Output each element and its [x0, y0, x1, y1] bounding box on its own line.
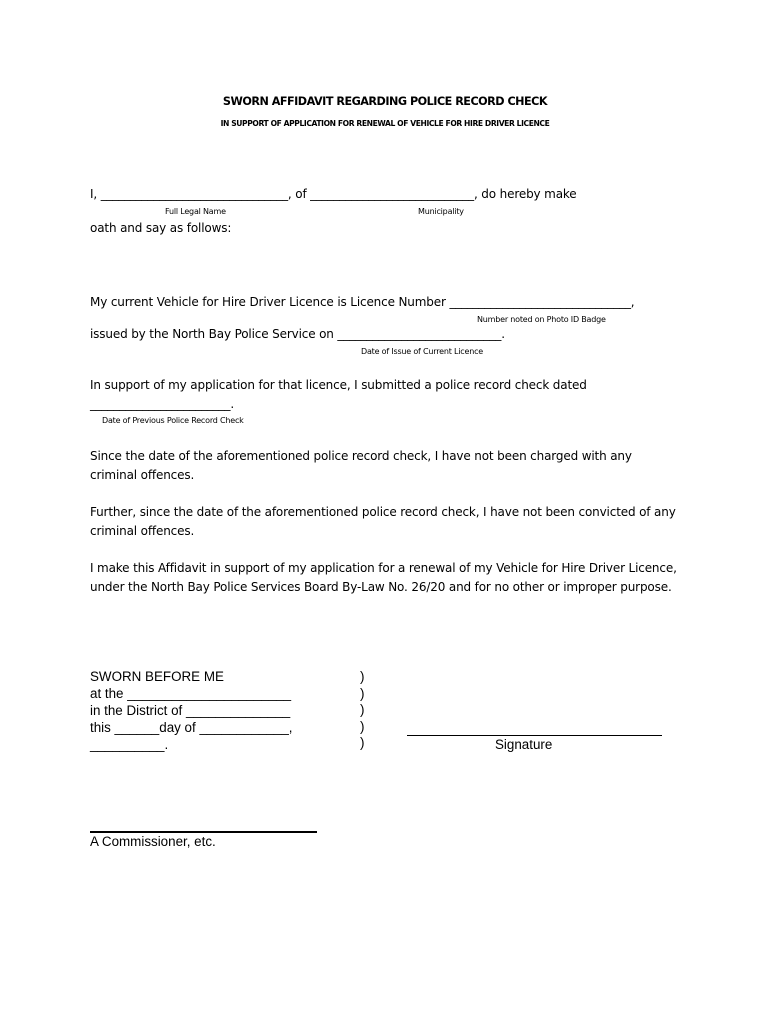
caption-licence-number: Number noted on Photo ID Badge — [477, 315, 606, 324]
licence-issue-line: issued by the North Bay Police Service on ____________________________. — [90, 327, 505, 341]
oath-continuation: oath and say as follows: — [90, 221, 232, 235]
jurat-paren: ) — [360, 685, 365, 701]
record-check-date-blank: ________________________. — [90, 397, 235, 411]
oath-line: I, ________________________________, of ____________________________, do hereby make — [90, 187, 577, 201]
caption-issue-date: Date of Issue of Current Licence — [361, 347, 483, 356]
jurat-day-of: this ______day of ____________, — [90, 720, 293, 735]
signature-label: Signature — [495, 737, 553, 752]
jurat-district: in the District of ______________ — [90, 703, 291, 718]
caption-municipality: Municipality — [418, 207, 464, 216]
paragraph-purpose: I make this Affidavit in support of my application for a renewal of my Vehicle for Hire Driver Licence, under the North Bay Police Services Board By-Law No. 26/20 and for no other or improper purpose. — [90, 561, 677, 594]
jurat-paren: ) — [360, 669, 365, 684]
paragraph-not-charged: Since the date of the aforementioned police record check, I have not been charged with any criminal offences. — [90, 449, 632, 482]
caption-full-legal-name: Full Legal Name — [165, 207, 226, 216]
jurat-sworn-before-me: SWORN BEFORE ME — [90, 669, 224, 684]
paragraph-not-convicted: Further, since the date of the aforementioned police record check, I have not been convicted of any criminal offences. — [90, 505, 676, 538]
document-title: SWORN AFFIDAVIT REGARDING POLICE RECORD CHECK — [222, 95, 548, 108]
document-subtitle: IN SUPPORT OF APPLICATION FOR RENEWAL OF VEHICLE FOR HIRE DRIVER LICENCE — [220, 119, 550, 128]
jurat-year: __________. — [90, 737, 169, 752]
licence-number-line: My current Vehicle for Hire Driver Licence is Licence Number _______________________________, — [90, 295, 635, 309]
jurat-paren: ) — [360, 702, 365, 718]
record-check-line: In support of my application for that licence, I submitted a police record check dated — [90, 378, 587, 392]
jurat-at-the: at the ______________________ — [90, 686, 292, 701]
signature-line — [407, 735, 662, 736]
jurat-paren: ) — [360, 718, 365, 734]
commissioner-signature-line — [90, 831, 317, 833]
jurat-paren: ) — [360, 735, 365, 751]
jurat-bracket — [360, 669, 364, 752]
commissioner-label: A Commissioner, etc. — [90, 834, 216, 849]
caption-record-check-date: Date of Previous Police Record Check — [102, 416, 244, 425]
